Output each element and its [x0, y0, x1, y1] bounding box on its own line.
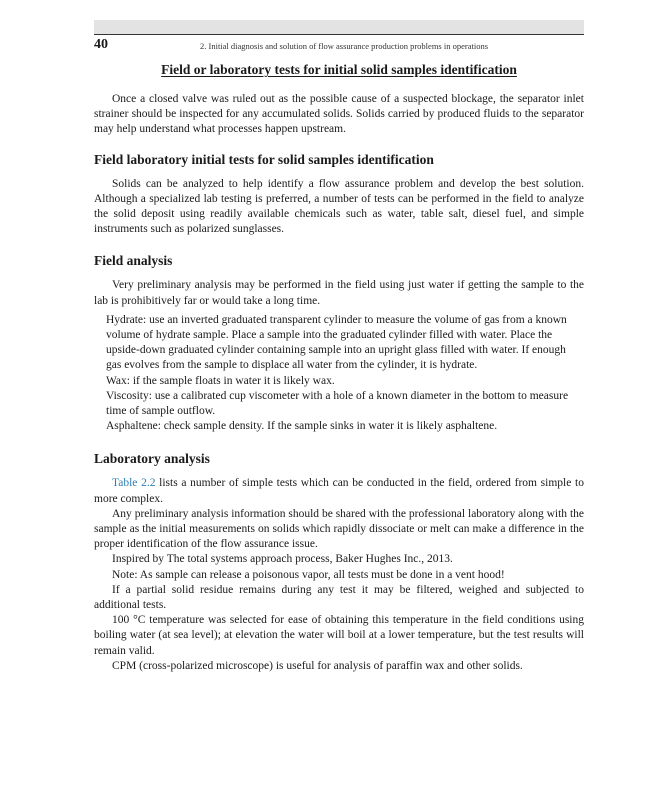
- list-item-hydrate: Hydrate: use an inverted graduated transparent cylinder to measure the volume of gas from a known volume of hydrate sample. Place a sample into the graduated cylinder filled with water. Place the upside-down graduated cylinder containing sample into an upright glass filled with water. If enough gas evolves from the sample to displace all water from the cylinder, it is hydrate.: [106, 313, 567, 372]
- header-bar: [94, 20, 584, 34]
- lab-analysis-heading: Laboratory analysis: [94, 451, 210, 467]
- field-lab-paragraph: Solids can be analyzed to help identify a flow assurance problem and develop the best solution. Although a specialized lab testing is preferred, a number of tests can be performed in the field to analyze the solid deposit using readily available chemicals such as water, table salt, diesel fuel, and simple instruments such as polarized sunglasses.: [94, 177, 584, 236]
- field-analysis-heading: Field analysis: [94, 253, 173, 269]
- list-item-wax: Wax: if the sample floats in water it is likely wax.: [106, 374, 335, 387]
- field-lab-section: [94, 152, 584, 238]
- lab-paragraph-6: 100 °C temperature was selected for ease of obtaining this temperature in the field conditions using boiling water (at sea level); at elevation the water will boil at a lower temperature, but the test results will remain valid.: [94, 614, 584, 657]
- intro-paragraph: Once a closed valve was ruled out as the possible cause of a suspected blockage, the separator inlet strainer should be inspected for any accumulated solids. Solids carried by produced fluids to the separator may help understand what processes happen upstream.: [94, 93, 584, 136]
- lab-analysis-section: [94, 451, 584, 674]
- lab-paragraph-7: CPM (cross-polarized microscope) is useful for analysis of paraffin wax and other solids.: [112, 659, 523, 672]
- field-lab-heading: Field laboratory initial tests for solid samples identification: [94, 151, 434, 167]
- section-title: Field or laboratory tests for initial solid samples identification: [161, 62, 517, 77]
- field-analysis-paragraph: Very preliminary analysis may be performed in the field using just water if getting the sample to the lab is prohibitively far or would take a long time.: [94, 279, 584, 307]
- lab-paragraph-5: If a partial solid residue remains during any test it may be filtered, weighed and subjected to additional tests.: [94, 583, 584, 612]
- lab-paragraph-3: Inspired by The total systems approach process, Baker Hughes Inc., 2013.: [112, 553, 453, 566]
- field-test-list: [106, 313, 576, 435]
- field-analysis-section: [94, 253, 584, 434]
- running-head: 2. Initial diagnosis and solution of flow assurance production problems in operations: [200, 41, 489, 51]
- page-body: [94, 62, 584, 674]
- header-rule: [94, 34, 584, 35]
- table-link[interactable]: Table 2.2: [112, 477, 156, 490]
- lab-paragraph-1: [94, 476, 584, 506]
- lab-paragraph-1-text: lists a number of simple tests which can be conducted in the field, ordered from simple to more complex.: [94, 477, 584, 505]
- lab-paragraph-4: Note: As sample can release a poisonous vapor, all tests must be done in a vent hood!: [112, 568, 505, 581]
- list-item-asphaltene: Asphaltene: check sample density. If the sample sinks in water it is likely asphaltene.: [106, 420, 498, 433]
- page-number: 40: [94, 37, 108, 52]
- list-item-viscosity: Viscosity: use a calibrated cup viscometer with a hole of a known diameter in the bottom to measure time of sample outflow.: [106, 389, 569, 418]
- lab-paragraph-2: Any preliminary analysis information should be shared with the professional laboratory along with the sample as the initial measurements on solids which rapidly dissociate or melt can make a difference in the proper identification of the flow assurance issue.: [94, 507, 584, 551]
